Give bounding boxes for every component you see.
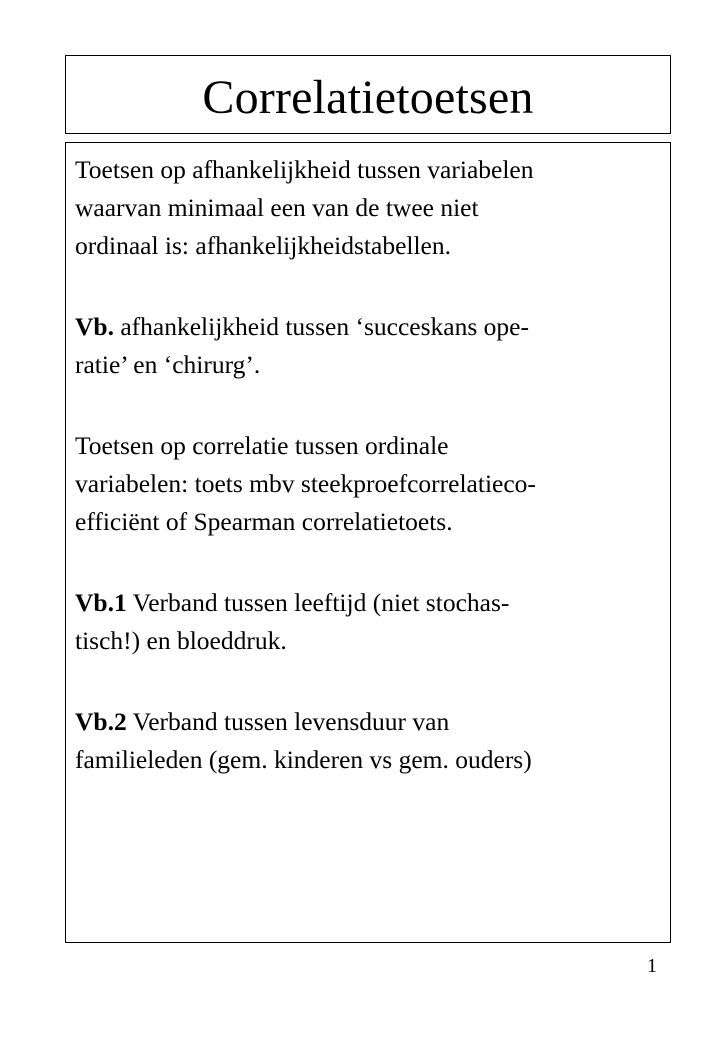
paragraph-line: Toetsen op afhankelijkheid tussen variabelen [75,155,534,184]
paragraph-line: ratie’ en ‘chirurg’. [75,350,261,379]
content-box [65,142,671,943]
paragraph-intro [75,151,660,265]
example-text: afhankelijkheid tussen ‘succeskans ope- [113,312,529,341]
paragraph-line: familieleden (gem. kinderen vs gem. ouders) [75,745,532,774]
paragraph-line: tisch!) en bloeddruk. [75,626,287,655]
paragraph-example-vb2 [75,703,660,779]
paragraph-line: variabelen: toets mbv steekproefcorrelatieco- [75,469,536,498]
paragraph-line [75,703,660,741]
paragraph-example-vb [75,308,660,384]
paragraph-line: waarvan minimaal een van de twee niet [75,193,479,222]
example-label: Vb. [75,312,114,341]
title-box [65,55,671,134]
example-label: Vb.2 [75,707,127,736]
paragraph-line: Toetsen op correlatie tussen ordinale [75,431,449,460]
paragraph-line: efficiënt of Spearman correlatietoets. [75,507,453,536]
example-label: Vb.1 [75,588,127,617]
paragraph-line [75,308,660,346]
example-text: Verband tussen leeftijd (niet stochas- [126,588,510,617]
paragraph-example-vb1 [75,584,660,660]
paragraph-correlation [75,427,660,541]
example-text: Verband tussen levensduur van [126,707,450,736]
paragraph-line [75,584,660,622]
page-title: Correlatietoetsen [202,70,534,124]
page-number: 1 [647,955,657,977]
paragraph-line: ordinaal is: afhankelijkheidstabellen. [75,231,452,260]
